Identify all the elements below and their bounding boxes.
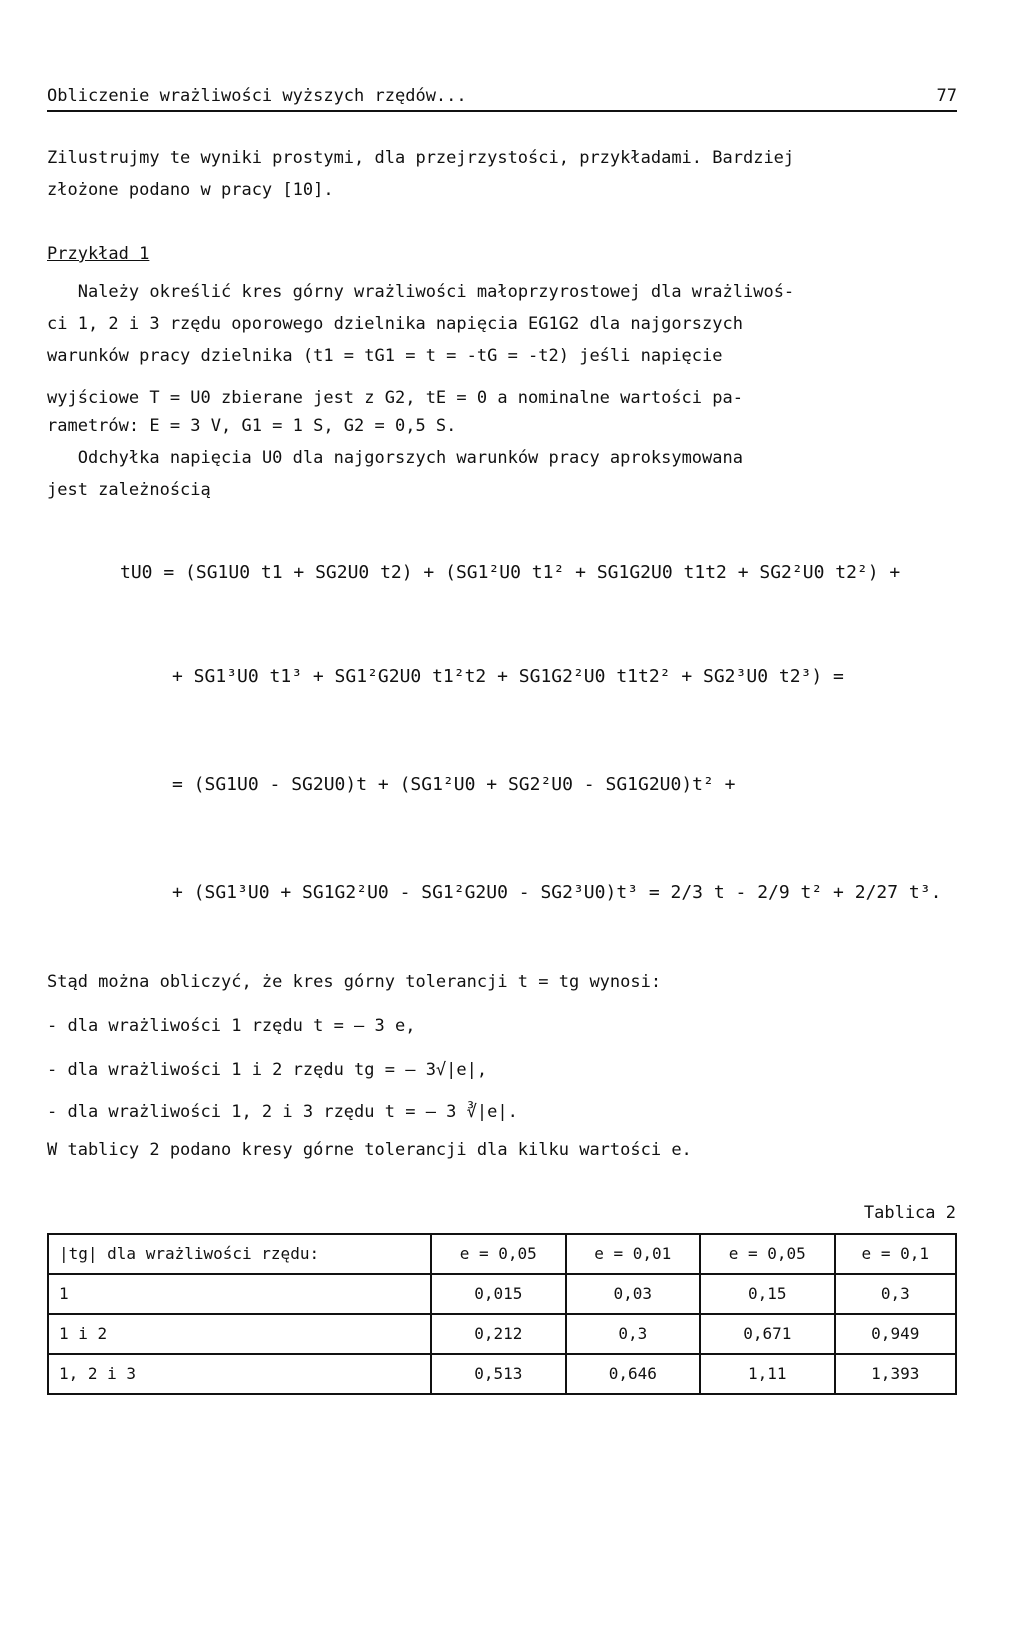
conclusion-item-1: - dla wrażliwości 1 rzędu t = — 3 e,	[47, 1016, 416, 1036]
example-line-5: rametrów: E = 3 V, G1 = 1 S, G2 = 0,5 S.	[47, 416, 457, 436]
table-cell: 0,03	[566, 1274, 701, 1314]
table-caption: Tablica 2	[863, 1203, 956, 1223]
table-cell: 1,11	[700, 1354, 835, 1394]
table-cell: 0,015	[431, 1274, 566, 1314]
table-cell: 0,513	[431, 1354, 566, 1394]
intro-line-1: Zilustrujmy te wyniki prostymi, dla przejrzystości, przykładami. Bardziej	[47, 148, 795, 168]
table-cell: 1, 2 i 3	[48, 1354, 431, 1394]
table-row	[48, 1274, 956, 1314]
example-line-3: warunków pracy dzielnika (t1 = tG1 = t = -tG = -t2) jeśli napięcie	[47, 346, 723, 366]
table-cell: 0,949	[835, 1314, 956, 1354]
table-cell: 0,3	[835, 1274, 956, 1314]
equation-line-2: + SG1³U0 t1³ + SG1²G2U0 t1²t2 + SG1G2²U0 t1t2² + SG2³U0 t2³) =	[172, 666, 844, 687]
example-line-4: wyjściowe T = U0 zbierane jest z G2, tE = 0 a nominalne wartości pa-	[47, 388, 743, 408]
example-line-7: jest zależnością	[47, 480, 211, 500]
table-header-cell: e = 0,05	[700, 1234, 835, 1274]
table-cell: 0,212	[431, 1314, 566, 1354]
table-cell: 1	[48, 1274, 431, 1314]
tolerance-table	[47, 1233, 957, 1395]
equation-line-1: tU0 = (SG1U0 t1 + SG2U0 t2) + (SG1²U0 t1² + SG1G2U0 t1t2 + SG2²U0 t2²) +	[120, 562, 901, 583]
example-title: Przykład 1	[47, 244, 150, 264]
table-cell: 1,393	[835, 1354, 956, 1394]
table-cell: 0,3	[566, 1314, 701, 1354]
table-header-cell: e = 0,05	[431, 1234, 566, 1274]
conclusion-item-3: - dla wrażliwości 1, 2 i 3 rzędu t = — 3 ∛|e|.	[47, 1102, 518, 1122]
example-line-2: ci 1, 2 i 3 rzędu oporowego dzielnika napięcia EG1G2 dla najgorszych	[47, 314, 743, 334]
table-header-cell: |tg| dla wrażliwości rzędu:	[48, 1234, 431, 1274]
equation-line-4: + (SG1³U0 + SG1G2²U0 - SG1²G2U0 - SG2³U0)t³ = 2/3 t - 2/9 t² + 2/27 t³.	[172, 882, 942, 903]
table-reference: W tablicy 2 podano kresy górne tolerancji dla kilku wartości e.	[47, 1140, 692, 1160]
header-title: Obliczenie wrażliwości wyższych rzędów...	[47, 86, 467, 106]
example-line-1: Należy określić kres górny wrażliwości małoprzyrostowej dla wrażliwoś-	[47, 282, 795, 302]
table-cell: 0,646	[566, 1354, 701, 1394]
page-number: 77	[936, 86, 957, 106]
table-row	[48, 1354, 956, 1394]
example-line-6: Odchyłka napięcia U0 dla najgorszych warunków pracy aproksymowana	[47, 448, 743, 468]
table-row	[48, 1314, 956, 1354]
table-header-cell: e = 0,01	[566, 1234, 701, 1274]
equation-line-3: = (SG1U0 - SG2U0)t + (SG1²U0 + SG2²U0 - SG1G2U0)t² +	[172, 774, 736, 795]
table-cell: 0,15	[700, 1274, 835, 1314]
intro-line-2: złożone podano w pracy [10].	[47, 180, 334, 200]
conclusion-lead: Stąd można obliczyć, że kres górny tolerancji t = tg wynosi:	[47, 972, 662, 992]
conclusion-item-2: - dla wrażliwości 1 i 2 rzędu tg = — 3√|e|,	[47, 1060, 488, 1080]
table-cell: 0,671	[700, 1314, 835, 1354]
table-header-cell: e = 0,1	[835, 1234, 956, 1274]
running-header	[47, 84, 957, 112]
table-cell: 1 i 2	[48, 1314, 431, 1354]
table-header-row	[48, 1234, 956, 1274]
